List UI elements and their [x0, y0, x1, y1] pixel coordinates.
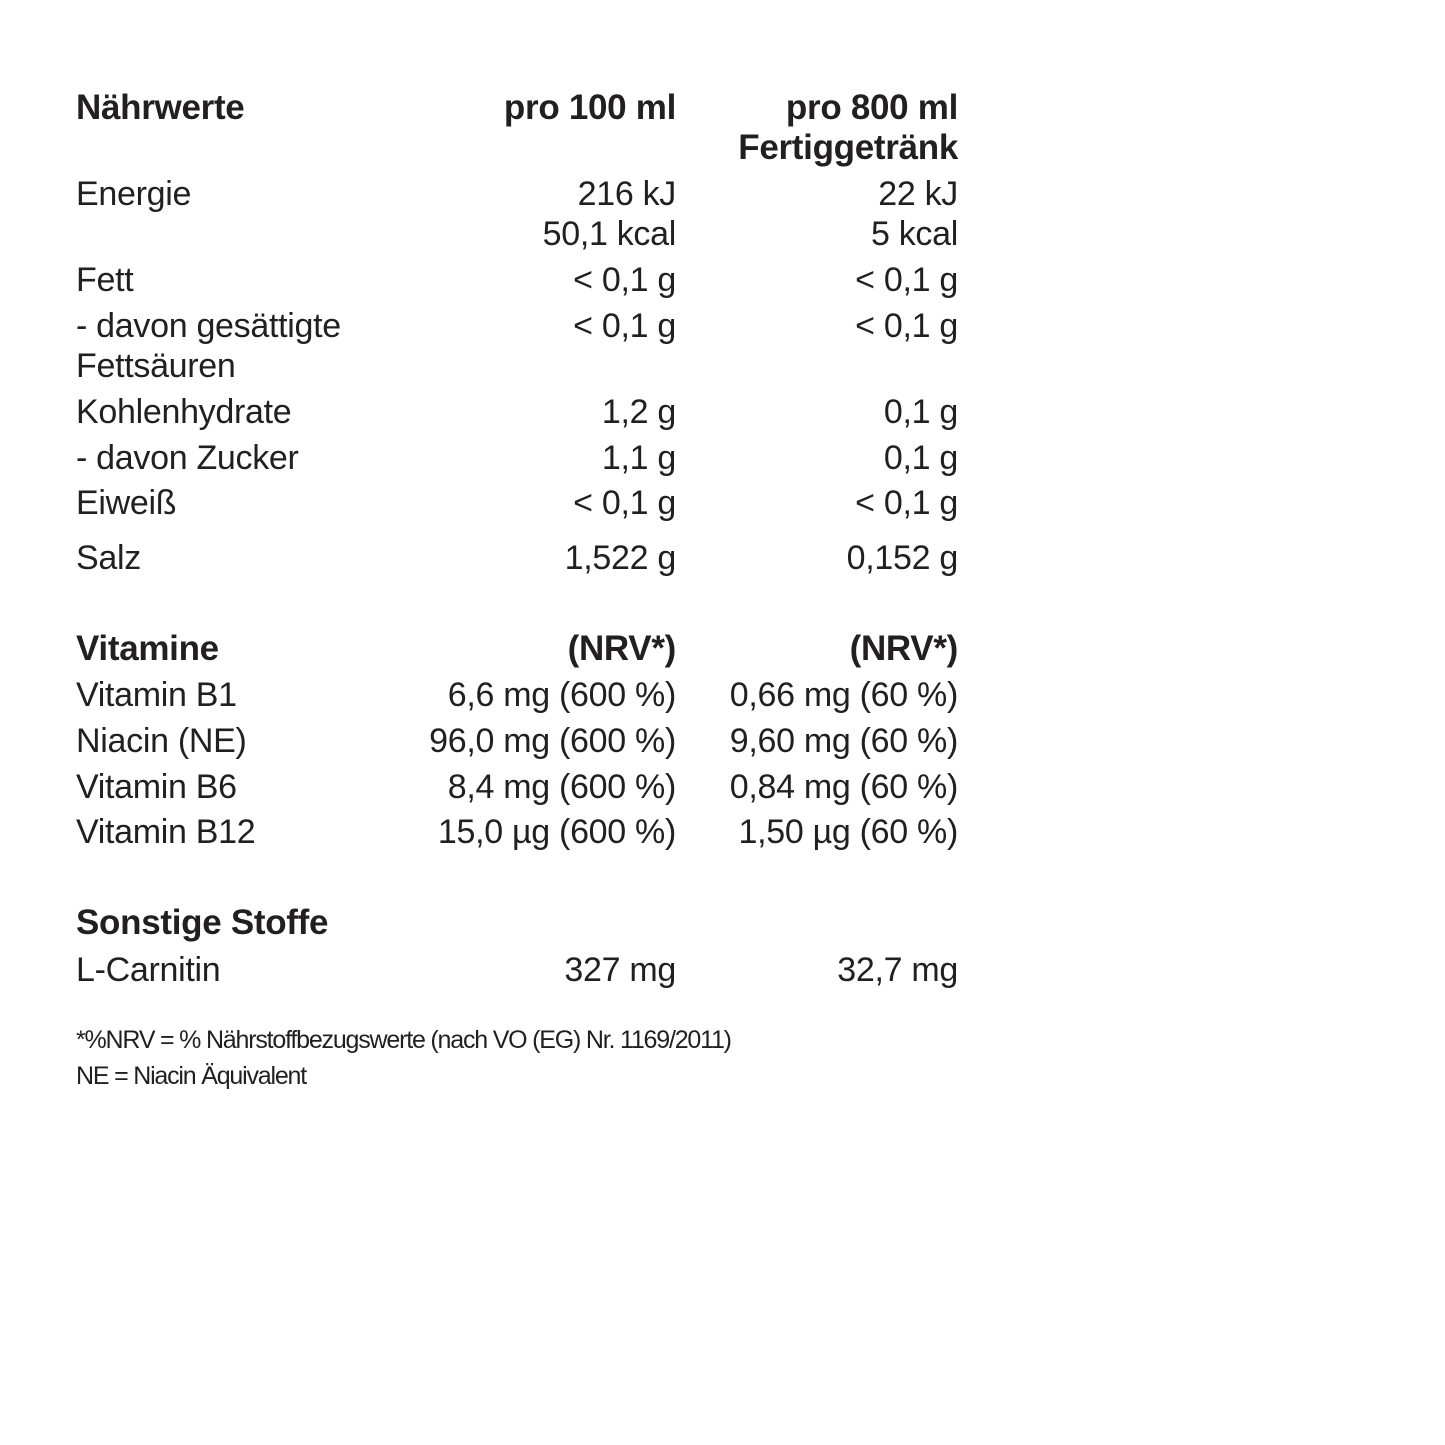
row-label: Vitamin B6 — [76, 768, 237, 806]
row-label-line1: - davon gesättigte — [76, 307, 341, 345]
row-label — [76, 306, 416, 386]
row-label: Salz — [76, 539, 141, 577]
other-heading: Sonstige Stoffe — [76, 903, 329, 942]
vitamins-nrv-100ml: (NRV*) — [567, 629, 676, 668]
row-value-100ml: 6,6 mg (600 %) — [447, 676, 676, 714]
row-value-100ml: < 0,1 g — [573, 307, 676, 345]
row-value-800ml: 9,60 mg (60 %) — [729, 722, 958, 760]
row-value-100ml — [543, 174, 676, 254]
row-value-800ml: 0,66 mg (60 %) — [729, 676, 958, 714]
vitamins-header-row — [76, 629, 958, 673]
row-value-100ml: < 0,1 g — [573, 484, 676, 522]
row-value-100ml: 1,2 g — [601, 393, 676, 431]
table-row-vitamin-b12 — [76, 812, 958, 856]
row-value-800ml: 0,1 g — [883, 393, 958, 431]
table-row-zucker — [76, 438, 958, 482]
row-value-800ml: 0,152 g — [846, 539, 958, 577]
row-value-100ml: 327 mg — [564, 951, 676, 989]
header-row — [76, 88, 958, 167]
row-value-800ml: 1,50 µg (60 %) — [738, 813, 958, 851]
table-row-salz — [76, 538, 958, 582]
row-value-100ml: 96,0 mg (600 %) — [429, 722, 676, 760]
row-label: L-Carnitin — [76, 951, 221, 989]
row-value-100ml: 8,4 mg (600 %) — [447, 768, 676, 806]
value-100ml-kj: 216 kJ — [577, 175, 676, 213]
table-row-vitamin-b1 — [76, 675, 958, 719]
table-row-kohlenhydrate — [76, 392, 958, 436]
header-per-800ml-line1: pro 800 ml — [785, 88, 958, 127]
row-label: Vitamin B1 — [76, 676, 237, 714]
nutrition-table — [76, 0, 958, 1445]
row-label-line2: Fettsäuren — [76, 347, 236, 385]
value-100ml-kcal: 50,1 kcal — [542, 215, 676, 253]
value-800ml-kj: 22 kJ — [878, 175, 958, 213]
row-label: Eiweiß — [76, 484, 177, 522]
row-value-800ml: < 0,1 g — [855, 261, 958, 299]
row-value-800ml: 32,7 mg — [837, 951, 958, 989]
footnote-ne: NE = Niacin Äquivalent — [76, 1062, 306, 1090]
table-row-eiweiss — [76, 483, 958, 527]
row-value-800ml — [871, 174, 958, 254]
other-header-row — [76, 903, 958, 947]
table-row-niacin — [76, 721, 958, 765]
table-row-gesaettigte-fettsaeuren — [76, 306, 958, 385]
row-value-100ml: 1,522 g — [564, 539, 676, 577]
vitamins-heading: Vitamine — [76, 629, 219, 668]
row-value-800ml: < 0,1 g — [855, 307, 958, 345]
footnote-nrv: *%NRV = % Nährstoffbezugswerte (nach VO (EG) Nr. 1169/2011) — [76, 1026, 731, 1054]
row-value-800ml: 0,1 g — [883, 439, 958, 477]
row-label: Kohlenhydrate — [76, 393, 292, 431]
table-row-energie — [76, 174, 958, 253]
row-value-100ml: 1,1 g — [601, 439, 676, 477]
row-label: Fett — [76, 261, 134, 299]
header-nutrients-label: Nährwerte — [76, 88, 245, 127]
header-per-800ml-line2: Fertiggetränk — [738, 128, 958, 167]
row-label: Vitamin B12 — [76, 813, 256, 851]
value-800ml-kcal: 5 kcal — [870, 215, 958, 253]
row-value-100ml: 15,0 µg (600 %) — [437, 813, 676, 851]
row-value-100ml: < 0,1 g — [573, 261, 676, 299]
vitamins-nrv-800ml: (NRV*) — [849, 629, 958, 668]
table-row-vitamin-b6 — [76, 767, 958, 811]
table-row-fett — [76, 260, 958, 304]
row-label: Energie — [76, 175, 192, 213]
table-row-l-carnitin — [76, 950, 958, 994]
row-value-800ml: 0,84 mg (60 %) — [729, 768, 958, 806]
header-per-100ml: pro 100 ml — [503, 88, 676, 127]
header-per-800ml — [738, 88, 958, 168]
row-value-800ml: < 0,1 g — [855, 484, 958, 522]
row-label: Niacin (NE) — [76, 722, 247, 760]
row-label: - davon Zucker — [76, 439, 299, 477]
